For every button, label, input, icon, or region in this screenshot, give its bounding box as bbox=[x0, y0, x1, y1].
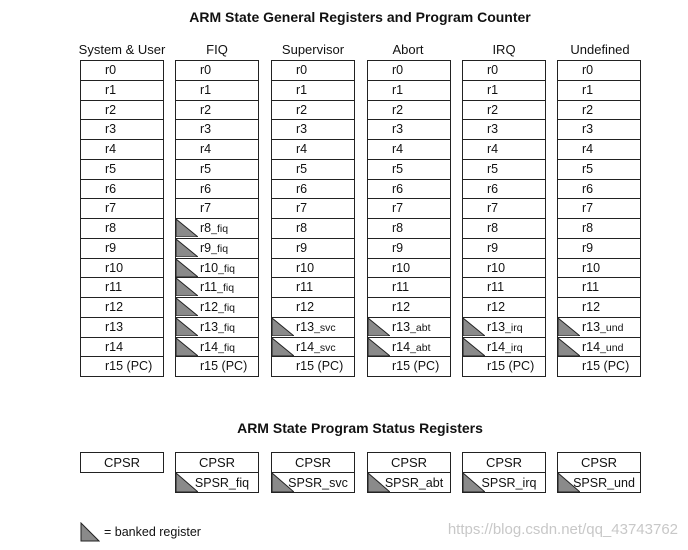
register-cell bbox=[463, 61, 545, 81]
register-cell bbox=[368, 61, 450, 81]
register-label: r1 bbox=[392, 82, 404, 97]
register-label: r11_fiq bbox=[200, 280, 235, 295]
register-label: r12 bbox=[392, 300, 411, 314]
banked-triangle-icon bbox=[368, 338, 390, 356]
register-table bbox=[80, 60, 164, 377]
register-cell bbox=[272, 259, 354, 279]
register-label: r12 bbox=[296, 300, 315, 314]
register-cell bbox=[81, 81, 163, 101]
register-label: r15 (PC) bbox=[487, 359, 535, 374]
register-cell bbox=[558, 259, 640, 279]
register-cell bbox=[272, 140, 354, 160]
register-label: r0 bbox=[582, 63, 594, 77]
register-label: r13_svc bbox=[296, 319, 336, 334]
legend-label: = banked register bbox=[104, 525, 201, 539]
register-label: r8 bbox=[105, 221, 117, 235]
register-label: r7 bbox=[200, 201, 212, 216]
registers-title: ARM State General Registers and Program Counter bbox=[189, 9, 531, 25]
column-header: FIQ bbox=[206, 42, 228, 57]
register-label: r4 bbox=[487, 142, 499, 156]
register-cell bbox=[272, 120, 354, 140]
register-cell bbox=[176, 259, 258, 279]
register-cell bbox=[272, 199, 354, 219]
register-cell bbox=[368, 239, 450, 259]
register-label: r1 bbox=[487, 82, 499, 97]
psr-box bbox=[271, 452, 355, 493]
banked-triangle-icon bbox=[176, 239, 198, 257]
spsr-cell bbox=[272, 472, 354, 492]
cpsr-cell: CPSR bbox=[294, 455, 332, 470]
register-table bbox=[367, 60, 451, 377]
spsr-label: SPSR_und bbox=[573, 476, 635, 490]
watermark: https://blog.csdn.net/qq_43743762 bbox=[447, 521, 678, 538]
register-label: r7 bbox=[582, 201, 594, 216]
register-label: r12_fiq bbox=[200, 300, 236, 314]
register-cell bbox=[368, 101, 450, 121]
register-cell bbox=[81, 298, 163, 318]
register-cell bbox=[368, 81, 450, 101]
spsr-label: SPSR_fiq bbox=[194, 476, 250, 490]
banked-triangle-icon bbox=[272, 338, 294, 356]
register-cell bbox=[81, 357, 163, 377]
register-cell bbox=[272, 357, 354, 377]
register-cell bbox=[463, 318, 545, 338]
register-cell bbox=[368, 278, 450, 298]
register-label: r10 bbox=[105, 260, 124, 275]
legend bbox=[80, 522, 201, 542]
psr-box bbox=[557, 452, 641, 493]
register-label: r4 bbox=[105, 142, 117, 156]
register-label: r6 bbox=[105, 181, 117, 196]
register-label: r15 (PC) bbox=[392, 359, 440, 374]
register-label: r11 bbox=[105, 280, 123, 295]
register-cell bbox=[463, 338, 545, 358]
register-cell bbox=[368, 357, 450, 377]
register-cell bbox=[463, 199, 545, 219]
register-cell bbox=[81, 180, 163, 200]
register-cell bbox=[558, 338, 640, 358]
register-cell bbox=[558, 180, 640, 200]
register-cell bbox=[176, 160, 258, 180]
column-header: Supervisor bbox=[281, 42, 345, 57]
register-cell bbox=[463, 180, 545, 200]
register-label: r10 bbox=[582, 260, 601, 275]
banked-register-icon bbox=[80, 522, 100, 542]
cpsr-cell: CPSR bbox=[390, 455, 428, 470]
register-cell bbox=[272, 61, 354, 81]
register-label: r8 bbox=[392, 221, 404, 235]
register-label: r2 bbox=[200, 102, 212, 117]
spsr-label: SPSR_svc bbox=[288, 476, 348, 490]
register-label: r15 (PC) bbox=[200, 359, 248, 374]
column-header: System & User bbox=[78, 42, 166, 57]
register-cell bbox=[272, 81, 354, 101]
spsr-cell bbox=[368, 472, 450, 492]
status-registers-title: ARM State Program Status Registers bbox=[237, 420, 483, 436]
register-label: r11 bbox=[392, 280, 410, 295]
register-label: r14 bbox=[105, 339, 124, 354]
register-label: r8_fiq bbox=[200, 221, 229, 235]
register-cell bbox=[81, 140, 163, 160]
register-cell bbox=[272, 298, 354, 318]
register-cell bbox=[176, 219, 258, 239]
register-cell bbox=[368, 180, 450, 200]
register-label: r14_irq bbox=[487, 339, 523, 354]
column-header: Undefined bbox=[570, 42, 630, 57]
register-label: r9 bbox=[487, 240, 499, 255]
spsr-label: SPSR_abt bbox=[384, 476, 444, 490]
register-cell bbox=[81, 318, 163, 338]
register-label: r10 bbox=[296, 260, 315, 275]
column-header: Abort bbox=[392, 42, 424, 57]
banked-triangle-icon bbox=[272, 318, 294, 336]
register-label: r13_irq bbox=[487, 319, 523, 334]
register-label: r10 bbox=[487, 260, 506, 275]
register-cell bbox=[81, 160, 163, 180]
register-label: r11 bbox=[487, 280, 505, 295]
register-label: r3 bbox=[487, 122, 499, 137]
register-label: r2 bbox=[105, 102, 117, 117]
register-cell bbox=[558, 101, 640, 121]
register-cell bbox=[368, 298, 450, 318]
register-label: r9 bbox=[296, 240, 308, 255]
register-cell bbox=[368, 120, 450, 140]
register-cell bbox=[558, 160, 640, 180]
register-cell bbox=[558, 298, 640, 318]
register-label: r7 bbox=[487, 201, 499, 216]
cpsr-cell: CPSR bbox=[485, 455, 523, 470]
register-label: r8 bbox=[296, 221, 308, 235]
register-label: r14_svc bbox=[296, 339, 336, 354]
register-label: r12 bbox=[582, 300, 601, 314]
banked-triangle-icon bbox=[176, 318, 198, 336]
register-label: r10 bbox=[392, 260, 411, 275]
register-label: r1 bbox=[105, 82, 117, 97]
register-cell bbox=[81, 199, 163, 219]
banked-triangle-icon bbox=[176, 259, 198, 277]
register-label: r1 bbox=[582, 82, 594, 97]
register-cell bbox=[176, 140, 258, 160]
register-label: r9 bbox=[582, 240, 594, 255]
register-cell bbox=[176, 101, 258, 121]
register-label: r12 bbox=[105, 300, 124, 314]
register-cell bbox=[558, 120, 640, 140]
register-label: r11 bbox=[296, 280, 314, 295]
psr-box bbox=[175, 452, 259, 493]
register-cell bbox=[272, 239, 354, 259]
register-cell bbox=[272, 180, 354, 200]
cpsr-cell: CPSR bbox=[103, 455, 141, 470]
register-cell bbox=[463, 160, 545, 180]
register-cell bbox=[558, 140, 640, 160]
register-label: r13 bbox=[105, 319, 124, 334]
register-cell bbox=[368, 318, 450, 338]
register-label: r15 (PC) bbox=[296, 359, 344, 374]
register-label: r0 bbox=[296, 63, 308, 77]
register-cell bbox=[176, 338, 258, 358]
register-cell bbox=[176, 199, 258, 219]
banked-triangle-icon bbox=[558, 338, 580, 356]
register-label: r14_und bbox=[582, 339, 624, 354]
register-cell bbox=[463, 239, 545, 259]
cpsr-cell: CPSR bbox=[198, 455, 236, 470]
register-label: r7 bbox=[392, 201, 404, 216]
register-label: r0 bbox=[392, 63, 404, 77]
register-cell bbox=[463, 81, 545, 101]
register-label: r8 bbox=[487, 221, 499, 235]
register-label: r14_fiq bbox=[200, 339, 236, 354]
column-header: IRQ bbox=[492, 42, 516, 57]
register-cell bbox=[558, 199, 640, 219]
register-label: r11 bbox=[582, 280, 600, 295]
register-label: r13_und bbox=[582, 319, 624, 334]
register-cell bbox=[463, 120, 545, 140]
register-cell bbox=[558, 61, 640, 81]
register-cell bbox=[81, 219, 163, 239]
register-cell bbox=[176, 81, 258, 101]
register-cell bbox=[558, 357, 640, 377]
register-cell bbox=[81, 259, 163, 279]
register-cell bbox=[272, 278, 354, 298]
register-label: r2 bbox=[392, 102, 404, 117]
register-cell bbox=[176, 180, 258, 200]
register-cell bbox=[463, 219, 545, 239]
psr-box bbox=[367, 452, 451, 493]
register-label: r13_abt bbox=[392, 319, 431, 334]
register-cell bbox=[176, 61, 258, 81]
cpsr-cell: CPSR bbox=[580, 455, 618, 470]
spsr-cell bbox=[176, 472, 258, 492]
register-cell bbox=[81, 101, 163, 121]
register-cell bbox=[272, 101, 354, 121]
register-label: r7 bbox=[105, 201, 117, 216]
spsr-cell bbox=[463, 472, 545, 492]
register-label: r3 bbox=[296, 122, 308, 137]
register-label: r5 bbox=[392, 161, 404, 176]
register-cell bbox=[368, 259, 450, 279]
register-cell bbox=[463, 298, 545, 318]
register-cell bbox=[176, 120, 258, 140]
register-cell bbox=[463, 278, 545, 298]
register-label: r0 bbox=[487, 63, 499, 77]
banked-triangle-icon bbox=[176, 298, 198, 316]
register-cell bbox=[81, 239, 163, 259]
register-cell bbox=[176, 357, 258, 377]
register-label: r4 bbox=[200, 142, 212, 156]
register-label: r5 bbox=[200, 161, 212, 176]
register-label: r15 (PC) bbox=[105, 359, 153, 374]
register-label: r0 bbox=[105, 63, 117, 77]
register-label: r5 bbox=[105, 161, 117, 176]
register-table bbox=[462, 60, 546, 377]
register-table bbox=[175, 60, 259, 377]
register-cell bbox=[176, 318, 258, 338]
register-label: r3 bbox=[200, 122, 212, 137]
register-cell bbox=[368, 338, 450, 358]
banked-triangle-icon bbox=[463, 338, 485, 356]
register-cell bbox=[81, 338, 163, 358]
register-cell bbox=[368, 160, 450, 180]
register-label: r4 bbox=[582, 142, 594, 156]
register-cell bbox=[81, 120, 163, 140]
spsr-cell bbox=[558, 472, 640, 492]
psr-box bbox=[80, 452, 164, 473]
register-label: r5 bbox=[582, 161, 594, 176]
register-label: r13_fiq bbox=[200, 319, 236, 334]
register-label: r1 bbox=[296, 82, 308, 97]
register-label: r4 bbox=[296, 142, 308, 156]
register-label: r10_fiq bbox=[200, 260, 236, 275]
register-label: r2 bbox=[582, 102, 594, 117]
register-cell bbox=[558, 81, 640, 101]
register-label: r15 (PC) bbox=[582, 359, 630, 374]
register-label: r2 bbox=[296, 102, 308, 117]
banked-triangle-icon bbox=[176, 219, 198, 237]
banked-triangle-icon bbox=[463, 318, 485, 336]
banked-triangle-icon bbox=[558, 318, 580, 336]
register-cell bbox=[463, 357, 545, 377]
register-cell bbox=[272, 318, 354, 338]
register-cell bbox=[272, 160, 354, 180]
spsr-label: SPSR_irq bbox=[481, 476, 537, 490]
register-cell bbox=[81, 61, 163, 81]
register-label: r9 bbox=[392, 240, 404, 255]
register-cell bbox=[558, 219, 640, 239]
register-label: r6 bbox=[487, 181, 499, 196]
register-cell bbox=[81, 278, 163, 298]
banked-triangle-icon bbox=[176, 278, 198, 296]
register-table bbox=[557, 60, 641, 377]
register-label: r2 bbox=[487, 102, 499, 117]
register-label: r9 bbox=[105, 240, 117, 255]
register-label: r6 bbox=[200, 181, 212, 196]
register-label: r6 bbox=[296, 181, 308, 196]
register-cell bbox=[176, 239, 258, 259]
register-cell bbox=[176, 298, 258, 318]
register-label: r7 bbox=[296, 201, 308, 216]
register-cell bbox=[463, 101, 545, 121]
psr-box bbox=[462, 452, 546, 493]
register-cell bbox=[272, 338, 354, 358]
register-label: r5 bbox=[487, 161, 499, 176]
register-cell bbox=[368, 199, 450, 219]
register-label: r3 bbox=[392, 122, 404, 137]
register-label: r12 bbox=[487, 300, 506, 314]
register-label: r6 bbox=[582, 181, 594, 196]
banked-triangle-icon bbox=[176, 338, 198, 356]
register-label: r4 bbox=[392, 142, 404, 156]
register-cell bbox=[368, 140, 450, 160]
register-cell bbox=[558, 278, 640, 298]
register-label: r9_fiq bbox=[200, 240, 229, 255]
register-label: r0 bbox=[200, 63, 212, 77]
register-label: r6 bbox=[392, 181, 404, 196]
register-cell bbox=[463, 259, 545, 279]
register-label: r8 bbox=[582, 221, 594, 235]
register-label: r1 bbox=[200, 82, 212, 97]
register-cell bbox=[272, 219, 354, 239]
register-cell bbox=[463, 140, 545, 160]
register-cell bbox=[176, 278, 258, 298]
register-cell bbox=[558, 239, 640, 259]
register-label: r5 bbox=[296, 161, 308, 176]
register-label: r3 bbox=[582, 122, 594, 137]
register-table bbox=[271, 60, 355, 377]
register-cell bbox=[368, 219, 450, 239]
banked-triangle-icon bbox=[368, 318, 390, 336]
register-label: r3 bbox=[105, 122, 117, 137]
register-cell bbox=[558, 318, 640, 338]
register-label: r14_abt bbox=[392, 339, 431, 354]
